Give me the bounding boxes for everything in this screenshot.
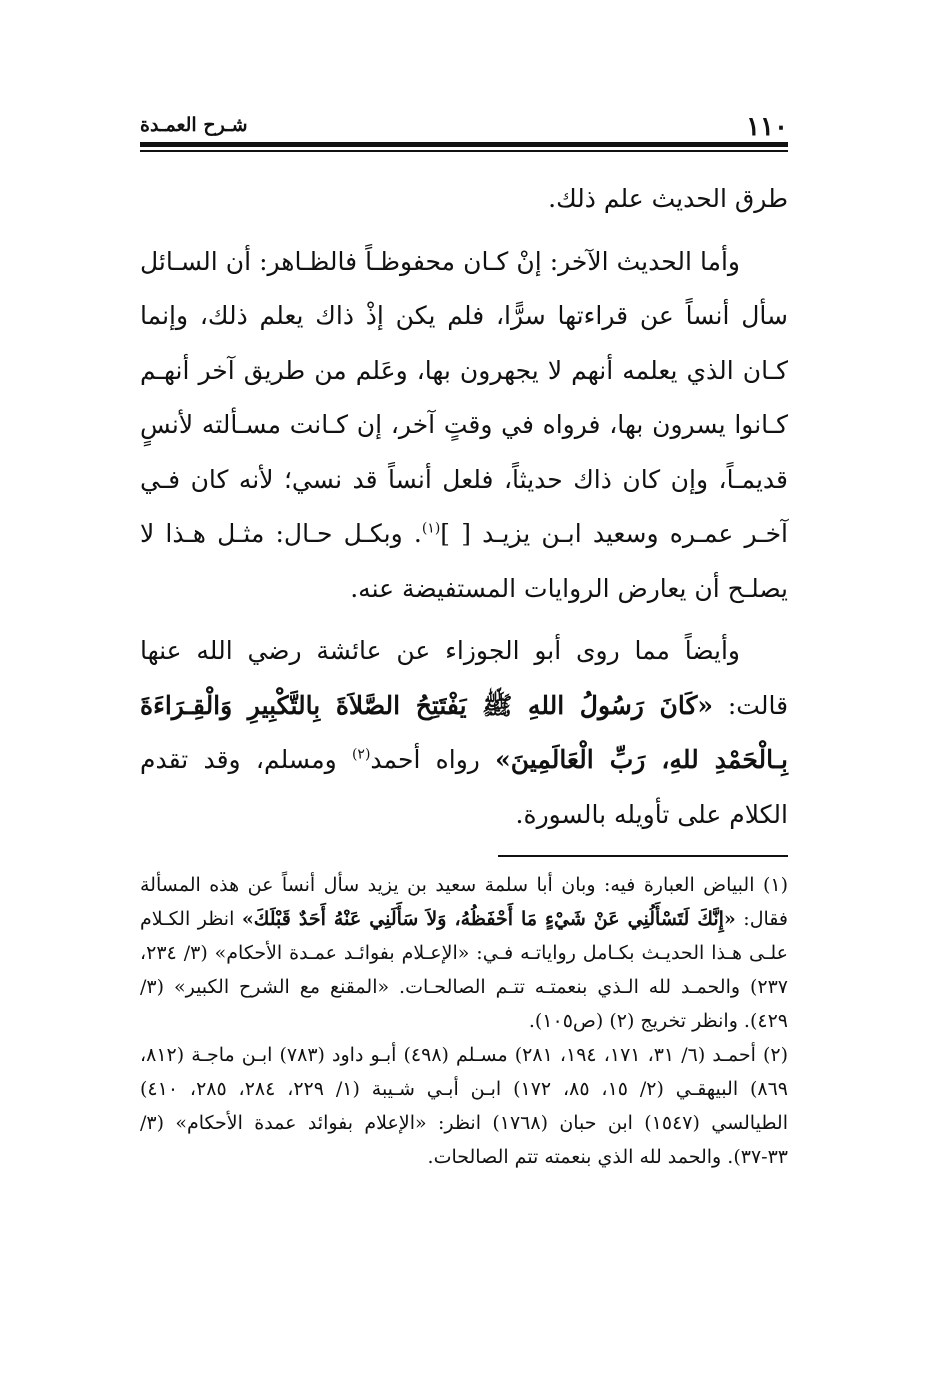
hadith-quote: «كَانَ رَسُولُ اللهِ ﷺ يَفْتَتِحُ الصَّلاَةَ بِالتَّكْبِيرِ وَالْقِـرَاءَةَ بِـالْحَمْدِ للهِ، رَبِّ الْعَالَمِينَ» (140, 690, 788, 774)
running-title: شـرح العمـدة (140, 114, 248, 136)
footnote-ref-1[interactable]: (١) (421, 520, 441, 537)
main-text (140, 172, 788, 842)
footnote-ref-2[interactable]: (٢) (351, 746, 371, 763)
footnote-separator (498, 855, 788, 857)
footnote-2 (140, 1038, 788, 1174)
footnote-1 (140, 868, 788, 1038)
paragraph-1 (140, 172, 788, 227)
header-rule-thin (140, 150, 788, 152)
footnote-1-quote: «إِنَّكَ لَتَسْأَلُنِي عَنْ شَيْءٍ مَا أَحْفَظُهُ، وَلاَ سَأَلَنِي عَنْهُ أَحَدٌ قَبْلَكَ» (241, 908, 736, 930)
header-rule-thick (140, 142, 788, 147)
paragraph-3-end: ومسلم، وقد تقدم الكلام على تأويله بالسورة. (140, 745, 788, 829)
paragraph-3-intro: وأيضاً مما روى أبو الجوزاء عن عائشة رضي الله عنها قالت: (140, 636, 789, 720)
page-header (140, 112, 788, 142)
paragraph-3-mid: رواه أحمد (370, 745, 496, 774)
footnotes (140, 868, 788, 1174)
paragraph-2-end: . وبكـل حـال: مثـل هـذا لا يصلـح أن يعارض الروايات المستفيضة عنه. (140, 519, 788, 603)
paragraph-2 (140, 235, 788, 617)
footnote-1-text: (١) البياض العبارة فيه: وبان أبا سلمة سعيد بن يزيد سأل أنساً عن هذه المسألة فقال: (140, 874, 788, 930)
paragraph-3 (140, 624, 788, 842)
paragraph-1-text: طرق الحديث علم ذلك. (548, 184, 788, 213)
footnote-2-text: (٢) أحمـد (٦/ ٣١، ١٧١، ١٩٤، ٢٨١) مسـلم (٤٩٨) أبـو داود (٧٨٣) ابـن ماجـة (٨١٢، ٨٦٩) البيهقـي (٢/ ١٥، ٨٥، ١٧٢) ابـن أبـي شـيبة (١/ ٢٢٩، ٢٨٤، ٢٨٥، ٤١٠) الطيالسي (١٥٤٧) ابن حبان (١٧٦٨) انظر: «الإعلام بفوائد عمدة الأحكام» (٣/ ٣٣-٣٧). والحمد لله الذي بنعمته تتم الصالحات. (140, 1044, 789, 1168)
footnote-1-rest: انظر الكـلام علـى هـذا الحديـث بكـامل رواياتـه فـي: «الإعـلام بفوائـد عمـدة الأحكام» (٣/ ٢٣٤، ٢٣٧) والحمـد لله الـذي بنعمتـه تتـم الصالحـات. «المقنع مع الشرح الكبير» (٣/ ٤٢٩). وانظر تخريج (٢) (ص١٠٥). (140, 908, 788, 1032)
page-number: ١١٠ (746, 112, 788, 142)
paragraph-2-text: وأما الحديث الآخر: إنْ كـان محفوظـاً فالظـاهر: أن السـائل سأل أنساً عن قراءتها سرًّا، فلم يكن إذْ ذاك يعلم ذلك، وإنما كـان الذي يعلمه أنهم لا يجهرون بها، وعَلم من طريق آخر أنهـم كـانوا يسرون بها، فرواه في وقتٍ آخر، إن كـانت مسـألته لأنسٍ قديمـاً، وإن كان ذاك حديثاً، فلعل أنساً قد نسي؛ لأنه كان فـي آخـر عمـره وسعيد ابـن يزيـد [ ] (140, 246, 788, 548)
